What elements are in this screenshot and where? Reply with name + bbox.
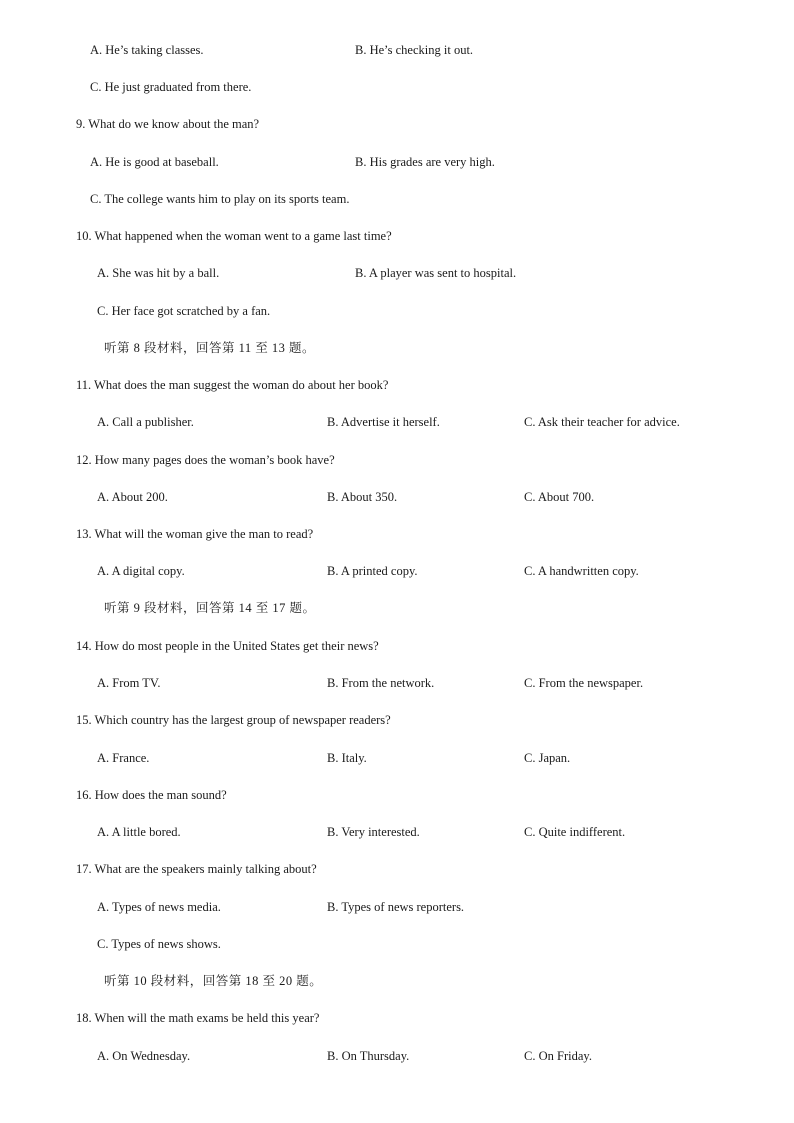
q18-option-b: B. On Thursday. <box>327 1049 410 1063</box>
q12-option-c: C. About 700. <box>524 490 595 504</box>
q18-text: 18. When will the math exams be held this year? <box>76 1011 320 1025</box>
q9-option-c: C. The college wants him to play on its sports team. <box>90 192 350 206</box>
q11-option-c: C. Ask their teacher for advice. <box>524 415 680 429</box>
q14-option-b: B. From the network. <box>327 676 435 690</box>
q8-option-b: B. He’s checking it out. <box>355 43 474 57</box>
section-heading-9: 听第 9 段材料，回答第 14 至 17 题。 <box>104 601 316 615</box>
q16-option-a: A. A little bored. <box>97 825 181 839</box>
q15-option-c: C. Japan. <box>524 751 571 765</box>
section-heading-10: 听第 10 段材料，回答第 18 至 20 题。 <box>104 974 323 988</box>
q10-option-c: C. Her face got scratched by a fan. <box>97 304 271 318</box>
q8-option-a: A. He’s taking classes. <box>90 43 204 57</box>
q9-text: 9. What do we know about the man? <box>76 117 260 131</box>
q10-text: 10. What happened when the woman went to a game last time? <box>76 229 392 243</box>
q11-option-a: A. Call a publisher. <box>97 415 194 429</box>
section-heading-8: 听第 8 段材料，回答第 11 至 13 题。 <box>104 341 316 355</box>
q9-option-a: A. He is good at baseball. <box>90 155 219 169</box>
q13-option-a: A. A digital copy. <box>97 564 185 578</box>
q10-option-a: A. She was hit by a ball. <box>97 266 220 280</box>
q17-option-c: C. Types of news shows. <box>97 937 221 951</box>
q13-text: 13. What will the woman give the man to read? <box>76 527 314 541</box>
q15-option-b: B. Italy. <box>327 751 367 765</box>
q15-option-a: A. France. <box>97 751 150 765</box>
q14-option-c: C. From the newspaper. <box>524 676 644 690</box>
q12-option-a: A. About 200. <box>97 490 168 504</box>
q8-option-c: C. He just graduated from there. <box>90 80 252 94</box>
q18-option-a: A. On Wednesday. <box>97 1049 191 1063</box>
q16-option-b: B. Very interested. <box>327 825 420 839</box>
q13-option-c: C. A handwritten copy. <box>524 564 639 578</box>
q14-option-a: A. From TV. <box>97 676 161 690</box>
q9-option-b: B. His grades are very high. <box>355 155 495 169</box>
q11-text: 11. What does the man suggest the woman do about her book? <box>76 378 389 392</box>
q17-option-a: A. Types of news media. <box>97 900 221 914</box>
q10-option-b: B. A player was sent to hospital. <box>355 266 517 280</box>
q16-option-c: C. Quite indifferent. <box>524 825 626 839</box>
q16-text: 16. How does the man sound? <box>76 788 227 802</box>
q12-option-b: B. About 350. <box>327 490 398 504</box>
q15-text: 15. Which country has the largest group of newspaper readers? <box>76 713 391 727</box>
q13-option-b: B. A printed copy. <box>327 564 418 578</box>
q18-option-c: C. On Friday. <box>524 1049 592 1063</box>
q12-text: 12. How many pages does the woman’s book have? <box>76 453 335 467</box>
q17-text: 17. What are the speakers mainly talking about? <box>76 862 317 876</box>
q11-option-b: B. Advertise it herself. <box>327 415 440 429</box>
q14-text: 14. How do most people in the United States get their news? <box>76 639 379 653</box>
q17-option-b: B. Types of news reporters. <box>327 900 465 914</box>
